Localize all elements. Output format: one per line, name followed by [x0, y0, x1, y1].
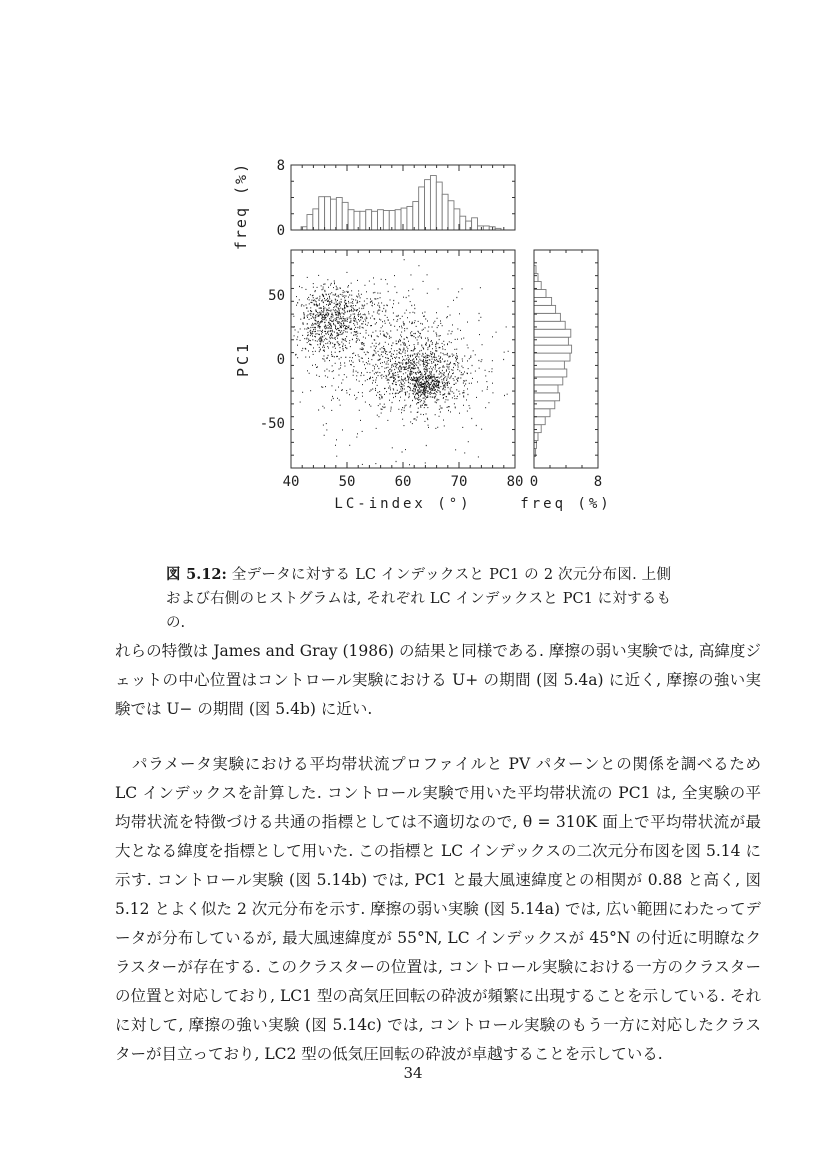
svg-text:freq (%): freq (%): [232, 161, 250, 251]
svg-text:0: 0: [276, 352, 285, 368]
svg-text:LC-index (°): LC-index (°): [334, 496, 472, 512]
svg-text:freq (%): freq (%): [520, 496, 612, 512]
svg-text:0: 0: [276, 223, 285, 239]
figure-5-12: [228, 146, 623, 530]
svg-text:50: 50: [338, 474, 356, 490]
paragraph-1: れらの特徴は James and Gray (1986) の結果と同様である. 摩擦の弱い実験では, 高緯度ジェットの中心位置はコントロール実験における U+ の期間 (図 5.4a) に近く, 摩擦の強い実験では U− の期間 (図 5.4b) に近い.: [115, 642, 761, 718]
figure-caption: [166, 563, 671, 635]
svg-text:0: 0: [529, 474, 539, 490]
svg-text:PC1: PC1: [234, 340, 252, 378]
figure-caption-text: 全データに対する LC インデックスと PC1 の 2 次元分布図. 上側および右側のヒストグラムは, それぞれ LC インデックスと PC1 に対するもの.: [166, 567, 671, 631]
svg-text:80: 80: [506, 474, 524, 490]
svg-text:70: 70: [450, 474, 468, 490]
svg-text:50: 50: [268, 287, 285, 304]
svg-text:8: 8: [593, 474, 603, 490]
svg-text:8: 8: [276, 158, 285, 174]
page-number: 34: [403, 1064, 423, 1082]
svg-text:-50: -50: [259, 416, 285, 433]
svg-text:40: 40: [282, 474, 300, 490]
figure-caption-label: 図 5.12:: [166, 566, 227, 583]
paragraph-2: パラメータ実験における平均帯状流プロファイルと PV パターンとの関係を調べるため LC インデックスを計算した. コントロール実験で用いた平均帯状流の PC1 は, 全実験の平均帯状流を特徴づける共通の指標としては不適切なので, θ = 310K 面上で平均帯状流が最大となる緯度を指標として用いた. この指標と LC インデックスの二次元分布図を図 5.14 に示す. コントロール実験 (図 5.14b) では, PC1 と最大風速緯度との相関が 0.88 と高く, 図 5.12 とよく似た 2 次元分布を示す. 摩擦の弱い実験 (図 5.14a) では, 広い範囲にわたってデータが分布しているが, 最大風速緯度が 55°N, LC インデックスが 45°N の付近に明瞭なクラスターが存在する. このクラスターの位置は, コントロール実験における一方のクラスターの位置と対応しており, LC1 型の高気圧回転の砕波が頻繁に出現することを示している. それに対して, 摩擦の強い実験 (図 5.14c) では, コントロール実験のもう一方に対応したクラスターが目立っており, LC2 型の低気圧回転の砕波が卓越することを示している.: [115, 755, 761, 1063]
svg-text:60: 60: [394, 474, 412, 490]
scatter-histogram-figure: [228, 146, 623, 526]
